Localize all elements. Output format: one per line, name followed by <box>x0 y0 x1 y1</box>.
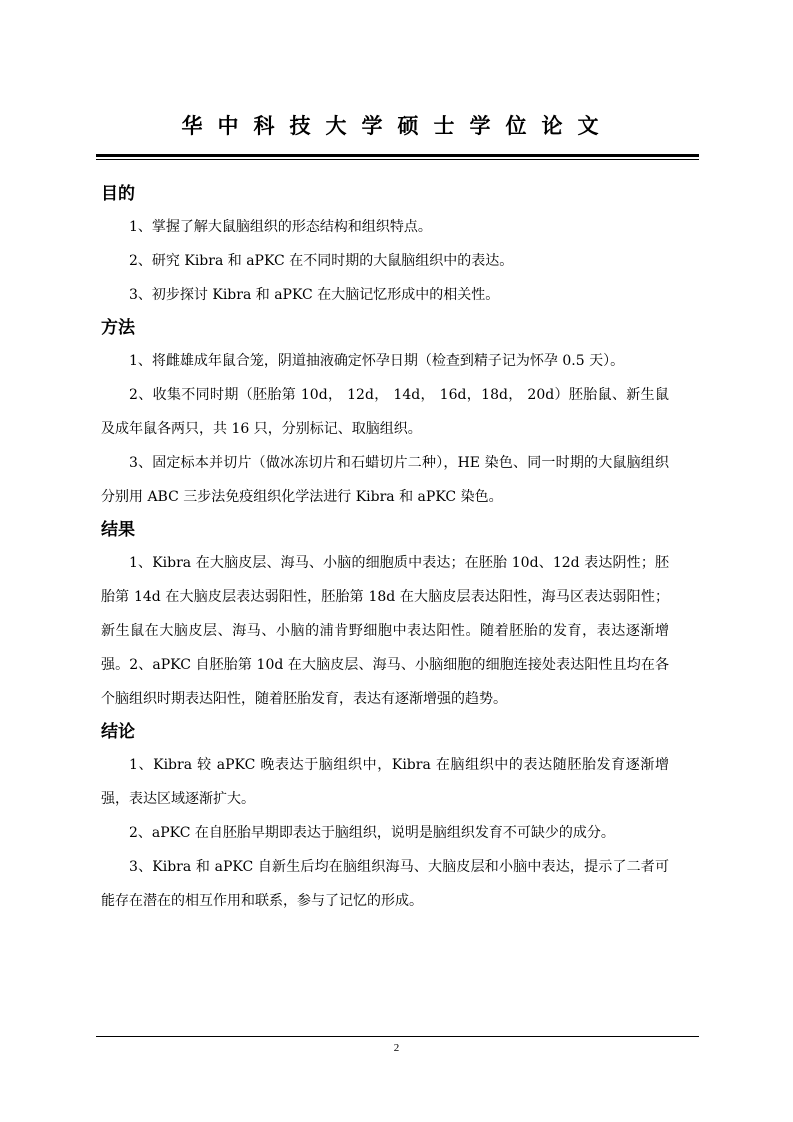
section-heading: 结果 <box>101 520 135 540</box>
paragraph: 2、收集不同时期（胚胎第 10d， 12d， 14d， 16d，18d， 20d）胚胎鼠、新生鼠及成年鼠各两只，共 16 只，分别标记、取脑组织。 <box>101 387 669 437</box>
paragraph: 1、掌握了解大鼠脑组织的形态结构和组织特点。 <box>129 219 432 235</box>
paragraph: 3、Kibra 和 aPKC 自新生后均在脑组织海马、大脑皮层和小脑中表达，提示了二者可能存在潜在的相互作用和联系，参与了记忆的形成。 <box>101 859 669 909</box>
running-header-title: 华中科技大学硕士学位论文 <box>181 113 614 138</box>
paragraph: 1、Kibra 在大脑皮层、海马、小脑的细胞质中表达；在胚胎 10d、12d 表达阴性；胚胎第 14d 在大脑皮层表达弱阳性，胚胎第 18d 在大脑皮层表达阳性，海马区表达弱阳性；新生鼠在大脑皮层、海马、小脑的浦肯野细胞中表达阳性。随着胚胎的发育，表达逐渐增强。2、aPKC 自胚胎第 10d 在大脑皮层、海马、小脑细胞的细胞连接处表达阳性且均在各个脑组织时期表达阳性，随着胚胎发育，表达有逐渐增强的趋势。 <box>101 555 669 707</box>
section-heading: 目的 <box>101 184 135 204</box>
section-heading: 方法 <box>101 318 135 338</box>
paragraph: 2、aPKC 在自胚胎早期即表达于脑组织，说明是脑组织发育不可缺少的成分。 <box>129 825 615 841</box>
paragraph: 1、Kibra 较 aPKC 晚表达于脑组织中，Kibra 在脑组织中的表达随胚胎发育逐渐增强，表达区域逐渐扩大。 <box>101 757 669 807</box>
section-heading: 结论 <box>101 722 135 742</box>
paragraph: 2、研究 Kibra 和 aPKC 在不同时期的大鼠脑组织中的表达。 <box>129 253 514 269</box>
section-objective <box>101 178 669 312</box>
section-results <box>101 514 669 716</box>
paragraph: 3、固定标本并切片（做冰冻切片和石蜡切片二种），HE 染色、同一时期的大鼠脑组织分别用 ABC 三步法免疫组织化学法进行 Kibra 和 aPKC 染色。 <box>101 455 669 505</box>
page-content <box>101 178 669 918</box>
header-rule-thick <box>96 154 699 157</box>
page-number: 2 <box>393 1042 400 1054</box>
paragraph: 3、初步探讨 Kibra 和 aPKC 在大脑记忆形成中的相关性。 <box>129 287 500 303</box>
footer-rule <box>96 1036 699 1037</box>
header-rule-thin <box>96 159 699 160</box>
paragraph: 1、将雌雄成年鼠合笼，阴道抽液确定怀孕日期（检查到精子记为怀孕 0.5 天）。 <box>129 353 625 369</box>
section-methods <box>101 312 669 514</box>
section-conclusion <box>101 716 669 918</box>
